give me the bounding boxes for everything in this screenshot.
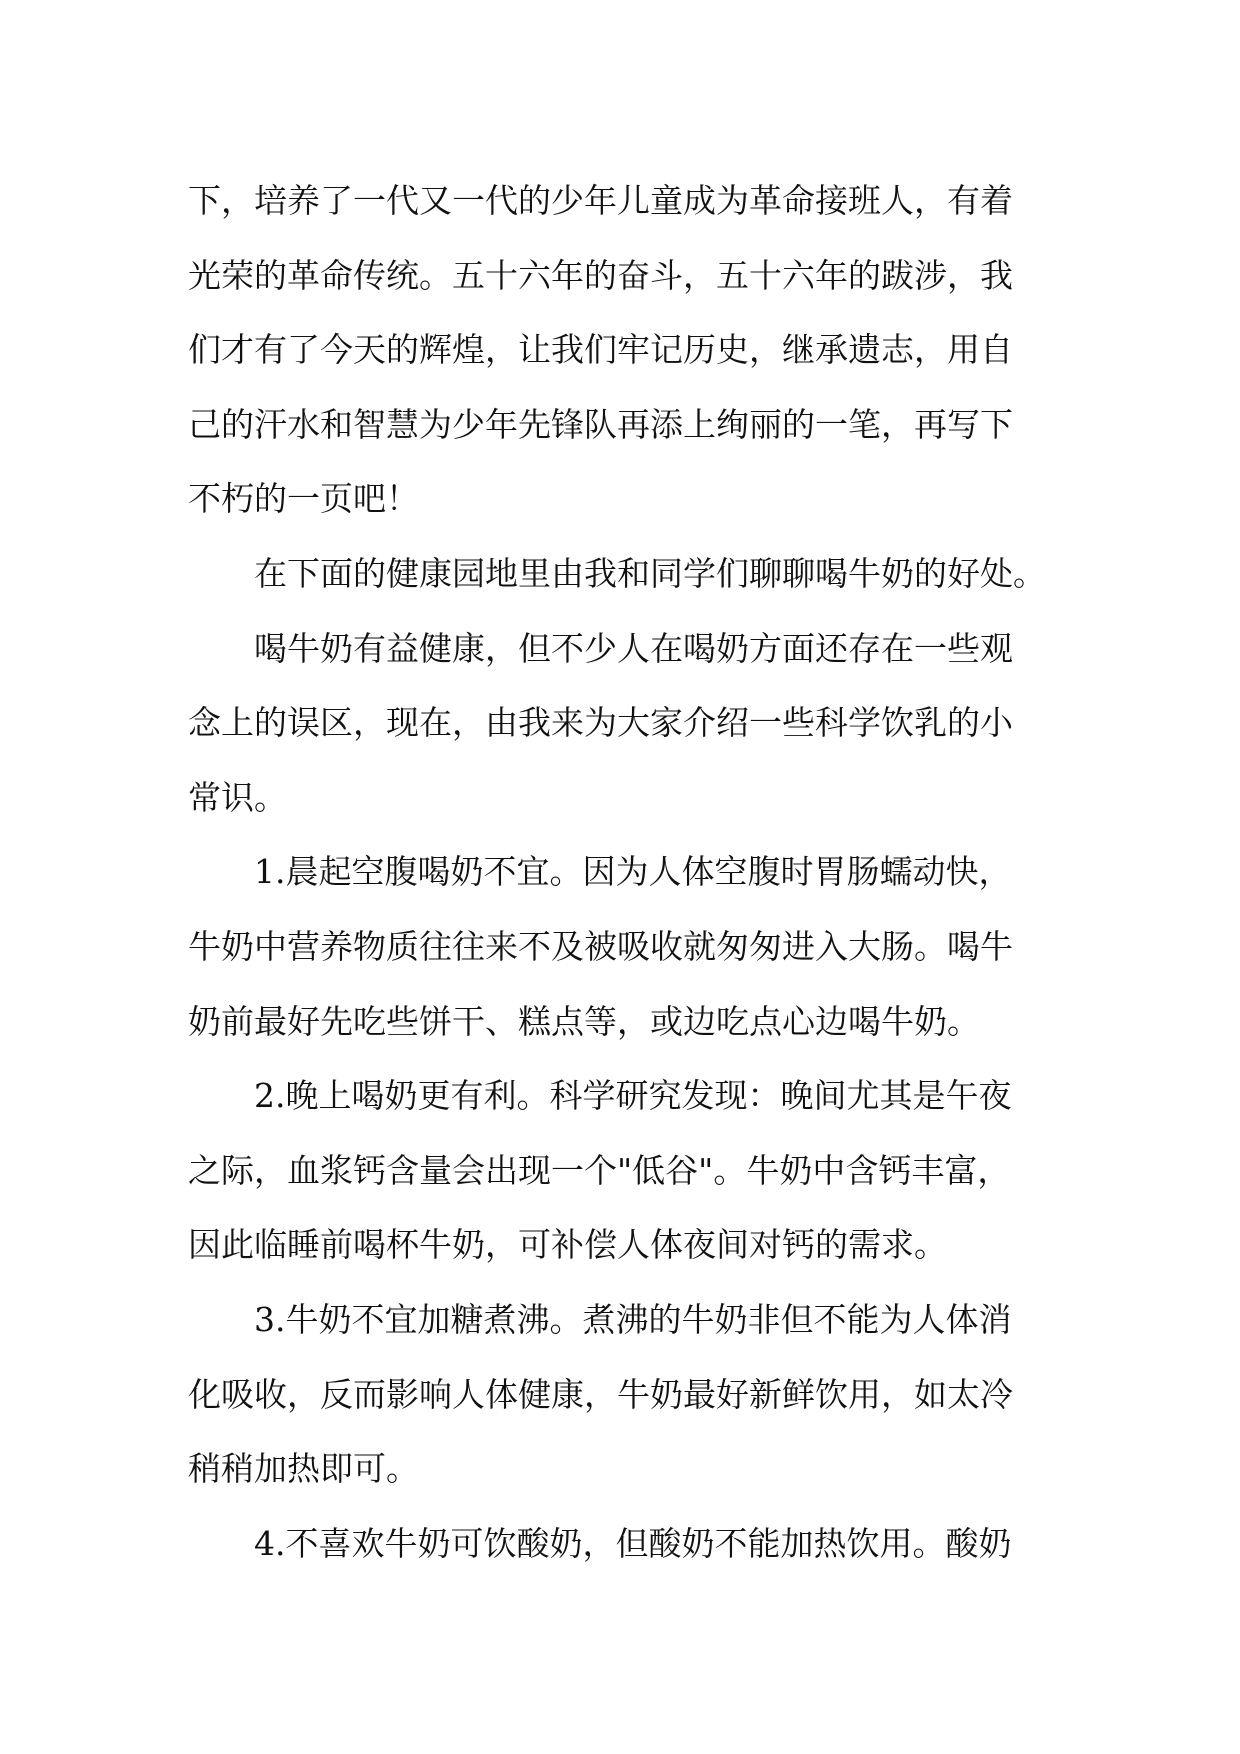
text-line: 稍稍加热即可。 (188, 1449, 419, 1489)
text-line: 喝牛奶有益健康，但不少人在喝奶方面还存在一些观 (254, 628, 1013, 668)
text-line: 们才有了今天的辉煌，让我们牢记历史，继承遗志，用自 (188, 330, 1013, 370)
text-line: 光荣的革命传统。五十六年的奋斗，五十六年的跋涉，我 (188, 255, 1013, 295)
text-line: 之际，血浆钙含量会出现一个"低谷"。牛奶中含钙丰富， (188, 1150, 1011, 1190)
text-line: 不朽的一页吧！ (188, 479, 419, 519)
body-text (188, 164, 1054, 1581)
text-line: 下，培养了一代又一代的少年儿童成为革命接班人，有着 (188, 181, 1013, 220)
text-line: 常识。 (188, 777, 287, 817)
text-line: 己的汗水和智慧为少年先锋队再添上绚丽的一笔，再写下 (188, 404, 1013, 444)
text-line: 奶前最好先吃些饼干、糕点等，或边吃点心边喝牛奶。 (188, 1001, 980, 1041)
text-line: 念上的误区，现在，由我来为大家介绍一些科学饮乳的小 (188, 703, 1013, 743)
text-line: 4.不喜欢牛奶可饮酸奶，但酸奶不能加热饮用。酸奶 (254, 1523, 1012, 1563)
text-line: 2.晚上喝奶更有利。科学研究发现：晚间尤其是午夜 (254, 1076, 1012, 1116)
text-line: 因此临睡前喝杯牛奶，可补偿人体夜间对钙的需求。 (188, 1225, 947, 1265)
text-line: 在下面的健康园地里由我和同学们聊聊喝牛奶的好处。 (254, 553, 1046, 593)
text-line: 3.牛奶不宜加糖煮沸。煮沸的牛奶非但不能为人体消 (254, 1299, 1012, 1339)
text-line: 1.晨起空腹喝奶不宜。因为人体空腹时胃肠蠕动快， (254, 852, 1012, 892)
text-line: 化吸收，反而影响人体健康，牛奶最好新鲜饮用，如太冷 (188, 1374, 1013, 1414)
text-line: 牛奶中营养物质往往来不及被吸收就匆匆进入大肠。喝牛 (188, 926, 1013, 966)
